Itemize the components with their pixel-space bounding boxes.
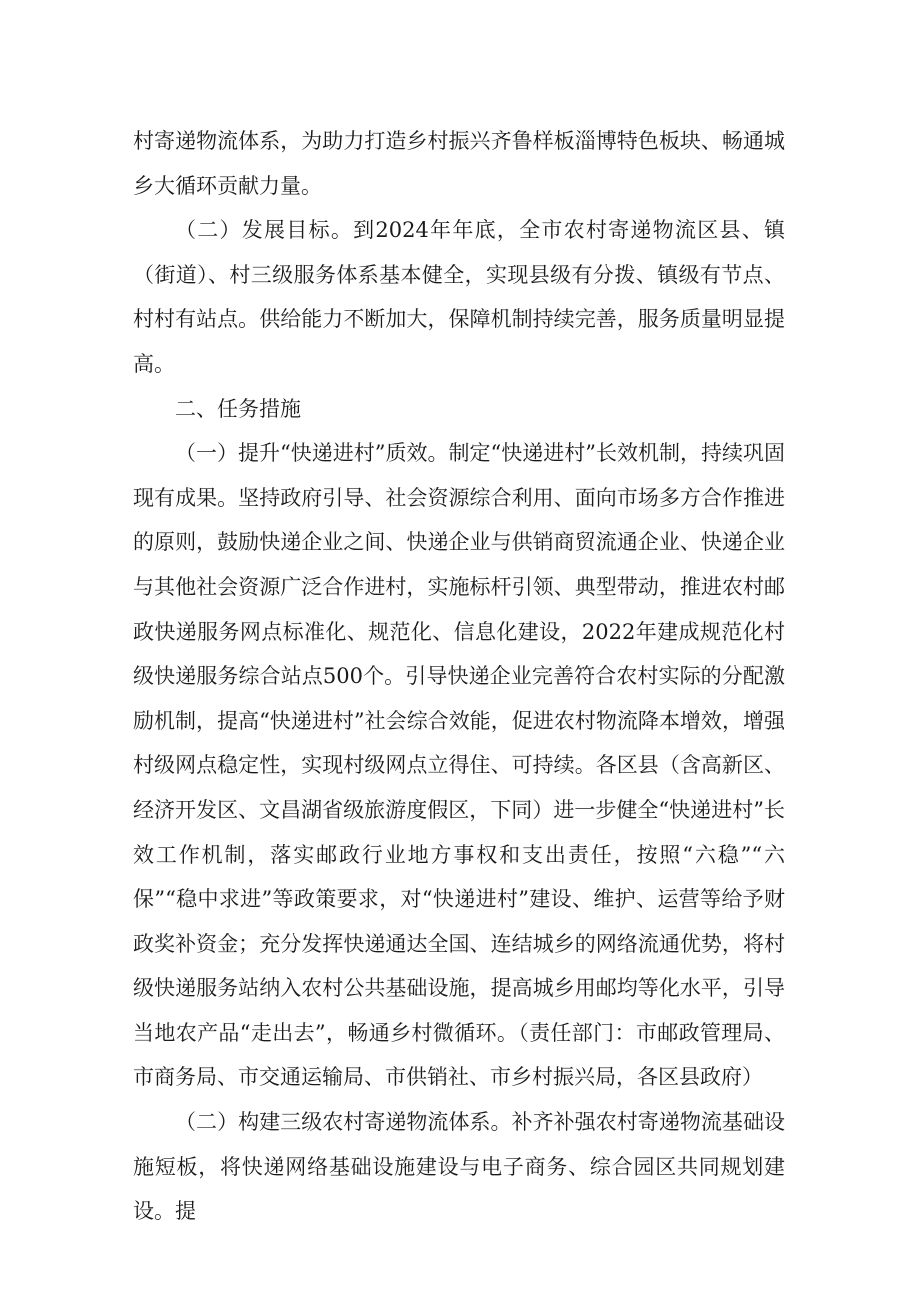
paragraph-three-level-system: （二）构建三级农村寄递物流体系。补齐补强农村寄递物流基础设施短板，将快递网络基础设施建设与电子商务、综合园区共同规划建设。提 (133, 1110, 785, 1224)
paragraph-continuation: 村寄递物流体系，为助力打造乡村振兴齐鲁样板淄博特色板块、畅通城乡大循环贡献力量。 (133, 129, 785, 198)
paragraph-development-goals: （二）发展目标。到2024年年底，全市农村寄递物流区县、镇（街道）、村三级服务体系基本健全，实现县级有分拨、镇级有节点、村村有站点。供给能力不断加大，保障机制持续完善，服务质量明显提高。 (133, 218, 785, 376)
document-body (133, 119, 785, 1234)
paragraph-express-to-village: （一）提升“快递进村”质效。制定“快递进村”长效机制，持续巩固现有成果。坚持政府引导、社会资源综合利用、面向市场多方合作推进的原则，鼓励快递企业之间、快递企业与供销商贸流通企业、快递企业与其他社会资源广泛合作进村，实施标杆引领、典型带动，推进农村邮政快递服务网点标准化、规范化、信息化建设，2022年建成规范化村级快递服务综合站点500个。引导快递企业完善符合农村实际的分配激励机制，提高“快递进村”社会综合效能，促进农村物流降本增效，增强村级网点稳定性，实现村级网点立得住、可持续。各区县（含高新区、经济开发区、文昌湖省级旅游度假区，下同）进一步健全“快递进村”长效工作机制，落实邮政行业地方事权和支出责任，按照“六稳”“六保”“稳中求进”等政策要求，对“快递进村”建设、维护、运营等给予财政奖补资金；充分发挥快递通达全国、连结城乡的网络流通优势，将村级快递服务站纳入农村公共基础设施，提高城乡用邮均等化水平，引导当地农产品“走出去”，畅通乡村微循环。（责任部门：市邮政管理局、市商务局、市交通运输局、市供销社、市乡村振兴局，各区县政府） (133, 441, 785, 1090)
section-heading-tasks: 二、任务措施 (175, 396, 301, 421)
